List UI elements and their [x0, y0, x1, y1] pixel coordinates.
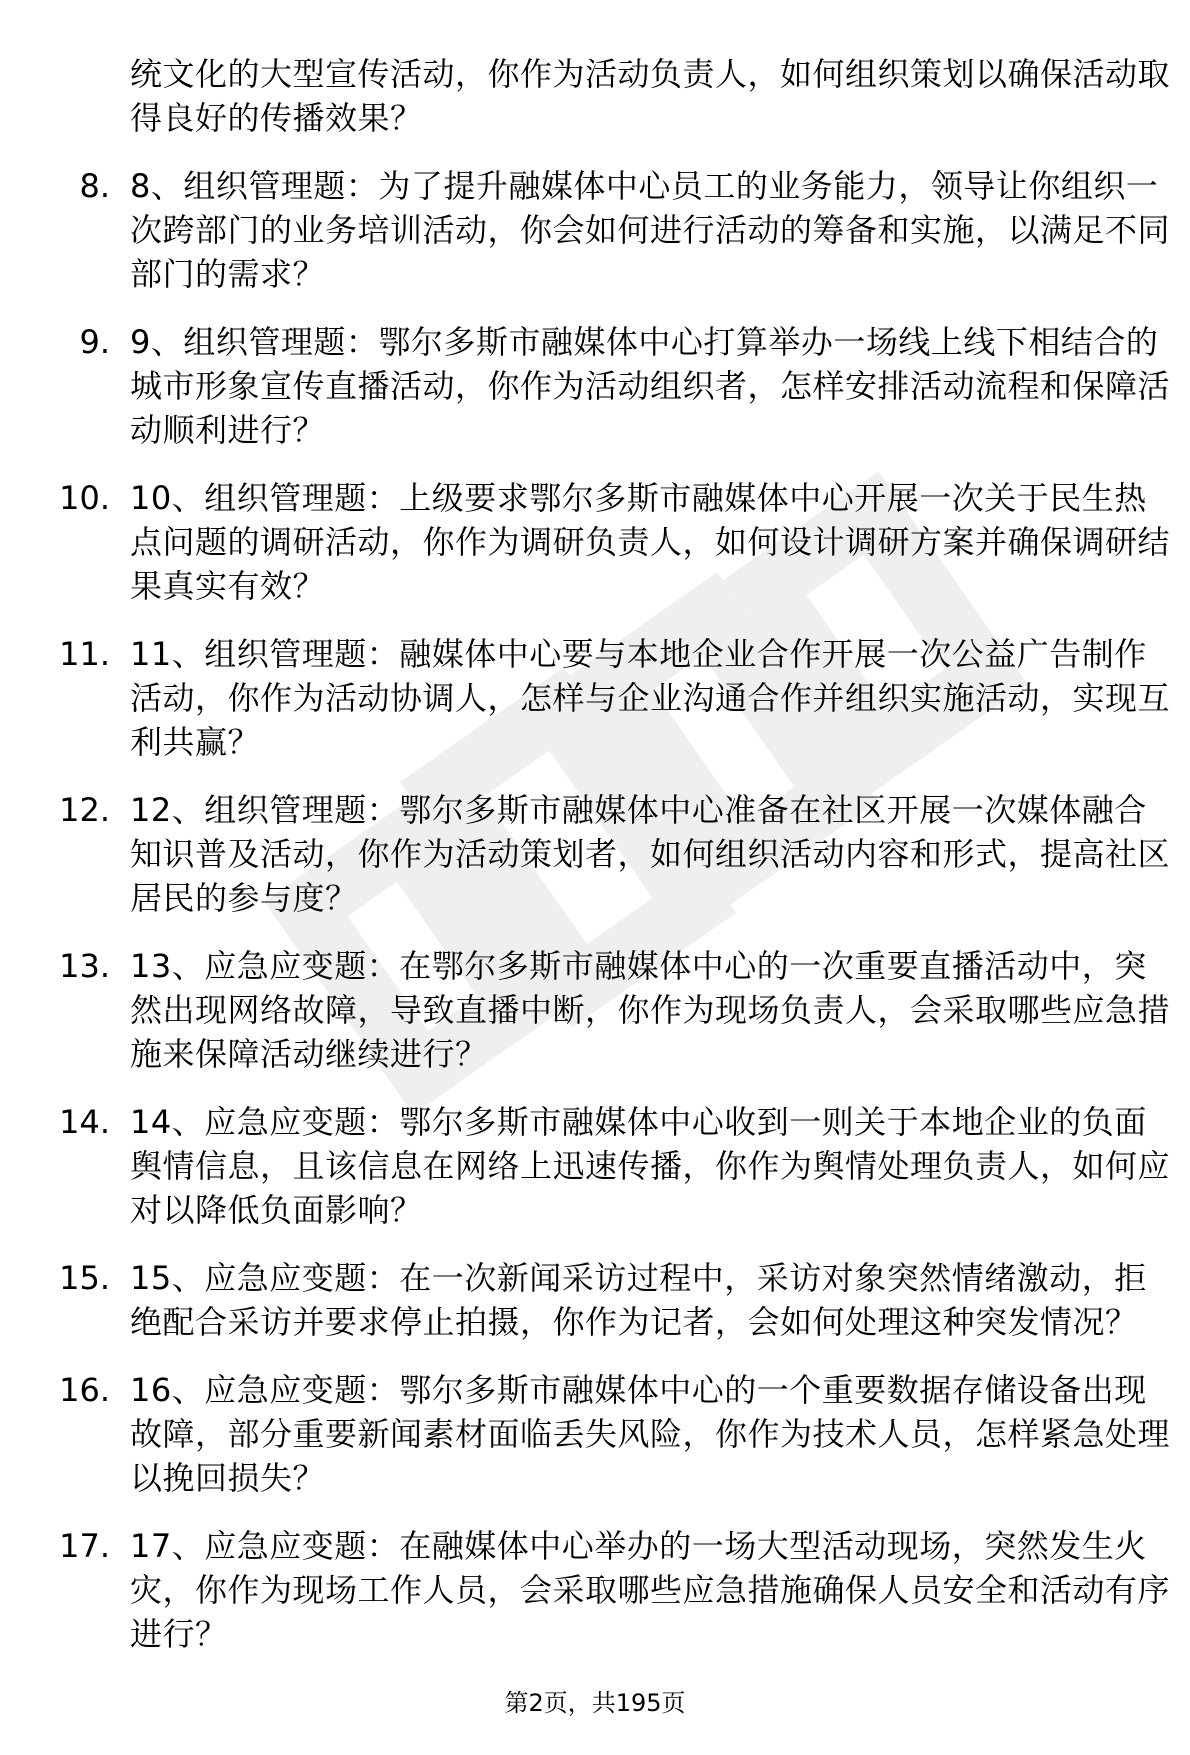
- list-item: [0, 1256, 1190, 1344]
- item-text: 16、应急应变题：鄂尔多斯市融媒体中心的一个重要数据存储设备出现故障，部分重要新闻素材面临丢失风险，你作为技术人员，怎样紧急处理以挽回损失？: [130, 1371, 1171, 1497]
- page-footer: 第2页，共195页: [504, 1689, 686, 1717]
- list-item: [0, 1524, 1190, 1656]
- list-item: [0, 632, 1190, 764]
- item-number: 9.: [79, 323, 110, 361]
- item-number: 17.: [59, 1527, 110, 1565]
- item-text: 8、组织管理题：为了提升融媒体中心员工的业务能力，领导让你组织一次跨部门的业务培训活动，你会如何进行活动的筹备和实施，以满足不同部门的需求？: [130, 167, 1171, 293]
- item-number: 15.: [59, 1259, 110, 1297]
- item-number: 8.: [79, 167, 110, 205]
- item-number: 12.: [59, 791, 110, 829]
- list-item: [0, 1368, 1190, 1500]
- item-number: 10.: [59, 479, 110, 517]
- list-item: [0, 164, 1190, 296]
- list-item: [0, 476, 1190, 608]
- item-number: 11.: [59, 635, 110, 673]
- item-text: 14、应急应变题：鄂尔多斯市融媒体中心收到一则关于本地企业的负面舆情信息，且该信息在网络上迅速传播，你作为舆情处理负责人，如何应对以降低负面影响？: [130, 1103, 1171, 1229]
- item-text: 10、组织管理题：上级要求鄂尔多斯市融媒体中心开展一次关于民生热点问题的调研活动，你作为调研负责人，如何设计调研方案并确保调研结果真实有效？: [130, 479, 1171, 605]
- item-text: 17、应急应变题：在融媒体中心举办的一场大型活动现场，突然发生火灾，你作为现场工作人员，会采取哪些应急措施确保人员安全和活动有序进行？: [130, 1527, 1171, 1653]
- question-list: [0, 52, 1190, 1680]
- item-text: 15、应急应变题：在一次新闻采访过程中，采访对象突然情绪激动，拒绝配合采访并要求停止拍摄，你作为记者，会如何处理这种突发情况？: [130, 1259, 1147, 1341]
- list-item: [0, 320, 1190, 452]
- list-item: [0, 1100, 1190, 1232]
- list-item-continuation: [0, 52, 1190, 140]
- item-number: 16.: [59, 1371, 110, 1409]
- item-text: 9、组织管理题：鄂尔多斯市融媒体中心打算举办一场线上线下相结合的城市形象宣传直播活动，你作为活动组织者，怎样安排活动流程和保障活动顺利进行？: [130, 323, 1171, 449]
- item-text: 11、组织管理题：融媒体中心要与本地企业合作开展一次公益广告制作活动，你作为活动协调人，怎样与企业沟通合作并组织实施活动，实现互利共赢？: [130, 635, 1171, 761]
- item-text: 13、应急应变题：在鄂尔多斯市融媒体中心的一次重要直播活动中，突然出现网络故障，导致直播中断，你作为现场负责人，会采取哪些应急措施来保障活动继续进行？: [130, 947, 1171, 1073]
- item-text: 统文化的大型宣传活动，你作为活动负责人，如何组织策划以确保活动取得良好的传播效果？: [130, 55, 1171, 137]
- list-item: [0, 944, 1190, 1076]
- item-text: 12、组织管理题：鄂尔多斯市融媒体中心准备在社区开展一次媒体融合知识普及活动，你作为活动策划者，如何组织活动内容和形式，提高社区居民的参与度？: [130, 791, 1171, 917]
- item-number: 13.: [59, 947, 110, 985]
- list-item: [0, 788, 1190, 920]
- item-number: 14.: [59, 1103, 110, 1141]
